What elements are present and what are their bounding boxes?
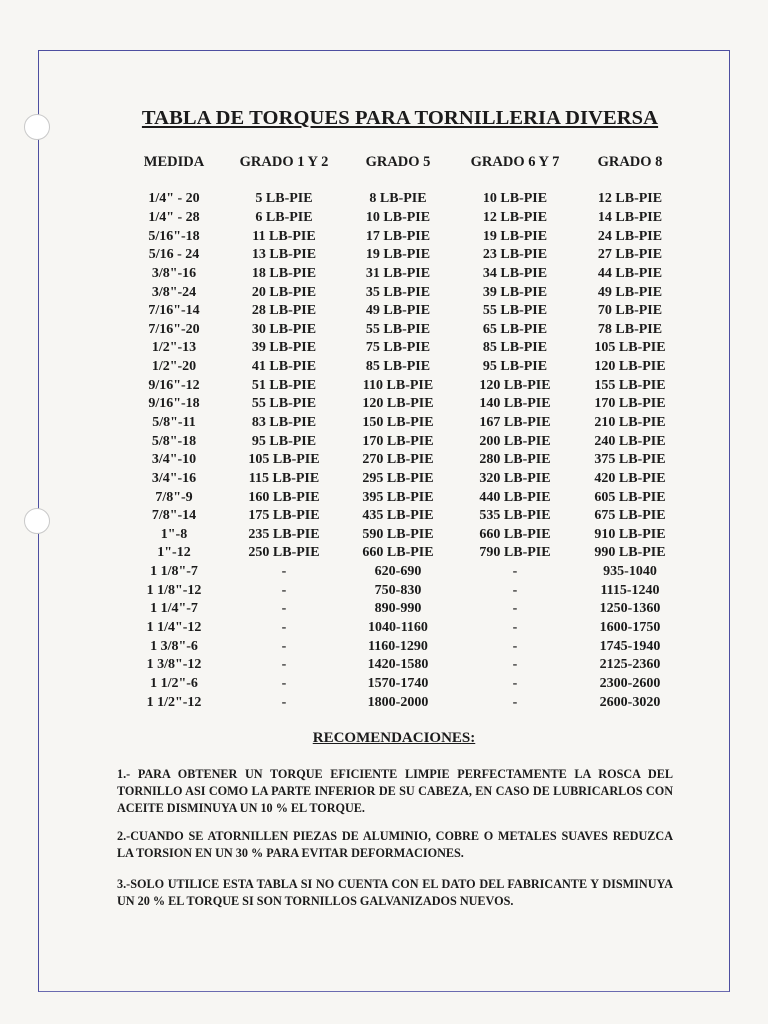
grado-5-cell: 620-690 [374,564,422,580]
grado-5-cell: 1800-2000 [367,694,429,710]
grado-8-cell: 44 LB-PIE [597,265,663,281]
grado-8-cell: 1600-1750 [599,620,661,636]
table-row [118,526,688,545]
grado-5-cell: 1570-1740 [367,675,429,691]
table-row [118,451,688,470]
medida-cell: 5/8"-11 [152,415,196,430]
grado-5-cell: 17 LB-PIE [365,228,431,244]
grado-8-cell: 210 LB-PIE [594,415,666,430]
grado-1-2-cell: 39 LB-PIE [251,340,317,356]
grado-1-2-cell: - [281,675,287,691]
grado-6-7-cell: 440 LB-PIE [479,489,551,505]
medida-cell: 3/4"-16 [151,470,197,486]
grado-5-cell: 19 LB-PIE [365,247,431,263]
column-header-grado-8: GRADO 8 [597,153,663,170]
medida-cell: 9/16"-18 [148,396,200,412]
grado-1-2-cell: 160 LB-PIE [248,489,320,505]
grado-5-cell: 31 LB-PIE [365,265,431,281]
grado-8-cell: 605 LB-PIE [594,489,666,505]
grado-6-7-cell: 167 LB-PIE [479,415,551,430]
table-row [118,302,688,321]
grado-8-cell: 935-1040 [603,564,657,580]
grado-1-2-cell: - [281,694,287,710]
grado-6-7-cell: - [512,675,518,691]
grado-8-cell: 120 LB-PIE [594,359,666,375]
grado-8-cell: 2600-3020 [599,694,661,710]
grado-5-cell: 1420-1580 [367,657,429,673]
table-row [118,581,688,600]
table-row [118,246,688,265]
table-row [118,432,688,451]
medida-cell: 1/2"-13 [151,340,197,356]
grado-5-cell: 750-830 [374,582,422,598]
grado-8-cell: 1115-1240 [600,582,660,598]
medida-cell: 1 1/8"-7 [150,564,198,580]
medida-cell: 1 1/2"-12 [146,694,202,710]
medida-cell: 1/4" - 28 [148,209,200,225]
grado-6-7-cell: - [512,601,518,617]
grado-1-2-cell: 41 LB-PIE [251,359,317,375]
grado-8-cell: 990 LB-PIE [594,545,666,561]
grado-8-cell: 14 LB-PIE [597,209,663,225]
grado-1-2-cell: - [281,582,287,598]
grado-8-cell: 375 LB-PIE [594,452,666,468]
medida-cell: 7/8"-14 [151,508,197,524]
medida-cell: 3/4"-10 [151,452,197,468]
grado-6-7-cell: 200 LB-PIE [479,433,551,449]
medida-cell: 1 1/4"-7 [150,601,198,617]
grado-6-7-cell: 120 LB-PIE [479,377,551,393]
table-row [118,563,688,582]
grado-1-2-cell: - [281,601,287,617]
table-row [118,656,688,675]
table-row [118,637,688,656]
table-row [118,414,688,433]
grado-1-2-cell: 95 LB-PIE [251,433,317,449]
medida-cell: 9/16"-12 [148,377,200,393]
medida-cell: 7/16"-20 [148,321,200,337]
grado-5-cell: 660 LB-PIE [362,545,434,561]
medida-cell: 7/8"-9 [155,489,193,505]
grado-6-7-cell: 12 LB-PIE [482,209,548,225]
grado-5-cell: 49 LB-PIE [365,303,431,319]
grado-1-2-cell: - [281,638,287,654]
grado-8-cell: 1745-1940 [599,638,661,654]
grado-6-7-cell: 85 LB-PIE [482,340,548,356]
grado-8-cell: 240 LB-PIE [594,433,666,449]
grado-1-2-cell: 115 LB-PIE [248,470,320,486]
medida-cell: 5/8"-18 [151,433,197,449]
grado-5-cell: 120 LB-PIE [362,396,434,412]
grado-5-cell: 10 LB-PIE [365,209,431,225]
grado-8-cell: 675 LB-PIE [594,508,666,524]
grado-6-7-cell: - [512,694,518,710]
grado-6-7-cell: 140 LB-PIE [479,396,551,412]
grado-6-7-cell: - [512,582,518,598]
grado-5-cell: 590 LB-PIE [362,526,434,542]
medida-cell: 5/16"-18 [148,228,200,244]
table-row [118,470,688,489]
grado-6-7-cell: 320 LB-PIE [479,470,551,486]
grado-6-7-cell: 790 LB-PIE [479,545,551,561]
column-header-grado-6-7: GRADO 6 Y 7 [470,153,560,170]
medida-cell: 3/8"-16 [151,265,197,281]
table-row [118,265,688,284]
table-row [118,488,688,507]
column-header-medida: MEDIDA [143,153,205,170]
grado-1-2-cell: 18 LB-PIE [251,265,317,281]
table-row [118,675,688,694]
medida-cell: 7/16"-14 [148,303,200,319]
grado-6-7-cell: - [512,620,518,636]
recommendation-2: 2.-CUANDO SE ATORNILLEN PIEZAS DE ALUMINIO, COBRE O METALES SUAVES REDUZCA LA TORSION EN UN 30 % PARA EVITAR DEFORMACIONES. [117,829,673,860]
grado-6-7-cell: 65 LB-PIE [482,321,548,337]
grado-6-7-cell: - [512,657,518,673]
grado-1-2-cell: 5 LB-PIE [255,191,313,207]
spacer-cell [118,174,688,190]
grado-8-cell: 24 LB-PIE [597,228,663,244]
grado-5-cell: 55 LB-PIE [365,321,431,337]
grado-1-2-cell: 235 LB-PIE [248,526,320,542]
medida-cell: 3/8"-24 [151,284,197,300]
medida-cell: 1 1/4"-12 [146,620,202,636]
medida-cell: 1/4" - 20 [148,191,200,207]
recommendation-1: 1.- PARA OBTENER UN TORQUE EFICIENTE LIMPIE PERFECTAMENTE LA ROSCA DEL TORNILLO ASI COMO LA PARTE INFERIOR DE SU CABEZA, EN CASO DE LUBRICARLOS CON ACEITE DISMINUYA UN 10 % EL TORQUE. [117,767,673,815]
table-row [118,544,688,563]
recommendation-3: 3.-SOLO UTILICE ESTA TABLA SI NO CUENTA CON EL DATO DEL FABRICANTE Y DISMINUYA UN 20 % EL TORQUE SI SON TORNILLOS GALVANIZADOS NUEVOS. [117,877,673,908]
table-row [118,693,688,712]
grado-5-cell: 270 LB-PIE [362,452,434,468]
grado-8-cell: 420 LB-PIE [594,470,666,486]
grado-1-2-cell: - [281,657,287,673]
grado-1-2-cell: 20 LB-PIE [251,284,317,300]
grado-6-7-cell: 95 LB-PIE [482,359,548,375]
table-row [118,358,688,377]
grado-1-2-cell: 175 LB-PIE [248,508,320,524]
table-row [118,209,688,228]
grado-8-cell: 2300-2600 [599,675,661,691]
grado-6-7-cell: 10 LB-PIE [482,191,548,207]
grado-5-cell: 150 LB-PIE [362,415,434,430]
grado-6-7-cell: - [512,638,518,654]
column-header-grado-1-2: GRADO 1 Y 2 [239,153,329,170]
grado-6-7-cell: 39 LB-PIE [482,284,548,300]
table-spacer [118,174,688,190]
grado-8-cell: 1250-1360 [599,601,661,617]
grado-8-cell: 170 LB-PIE [594,396,666,412]
medida-cell: 1 3/8"-12 [146,657,202,673]
table-row [118,600,688,619]
grado-8-cell: 105 LB-PIE [594,340,666,356]
medida-cell: 1 1/2"-6 [150,675,198,691]
grado-1-2-cell: - [281,564,287,580]
table-row [118,283,688,302]
medida-cell: 1 3/8"-6 [150,638,198,654]
torque-table [118,150,688,712]
table-row [118,190,688,209]
grado-6-7-cell: 55 LB-PIE [482,303,548,319]
grado-5-cell: 8 LB-PIE [369,191,427,207]
table-row [118,339,688,358]
grado-8-cell: 910 LB-PIE [594,526,666,542]
grado-5-cell: 435 LB-PIE [362,508,434,524]
grado-8-cell: 78 LB-PIE [597,321,663,337]
grado-5-cell: 170 LB-PIE [362,433,434,449]
grado-1-2-cell: 13 LB-PIE [251,247,317,263]
grado-8-cell: 27 LB-PIE [597,247,663,263]
grado-6-7-cell: 660 LB-PIE [479,526,551,542]
grado-1-2-cell: 30 LB-PIE [251,321,317,337]
grado-6-7-cell: 280 LB-PIE [479,452,551,468]
grado-5-cell: 35 LB-PIE [365,284,431,300]
grado-5-cell: 75 LB-PIE [365,340,431,356]
grado-1-2-cell: - [281,620,287,636]
grado-8-cell: 155 LB-PIE [594,377,666,393]
grado-5-cell: 295 LB-PIE [362,470,434,486]
grado-1-2-cell: 250 LB-PIE [248,545,320,561]
grado-1-2-cell: 105 LB-PIE [248,452,320,468]
grado-5-cell: 395 LB-PIE [362,489,434,505]
page-title: TABLA DE TORQUES PARA TORNILLERIA DIVERSA [141,107,659,129]
medida-cell: 1/2"-20 [151,359,197,375]
grado-5-cell: 85 LB-PIE [365,359,431,375]
grado-5-cell: 110 LB-PIE [362,377,434,393]
grado-6-7-cell: 34 LB-PIE [482,265,548,281]
grado-1-2-cell: 6 LB-PIE [255,209,313,225]
table-row [118,227,688,246]
grado-5-cell: 890-990 [374,601,422,617]
medida-cell: 1"-8 [160,526,188,542]
table-row [118,320,688,339]
recommendations-title: RECOMENDACIONES: [312,730,476,746]
grado-5-cell: 1040-1160 [368,620,428,636]
medida-cell: 1 1/8"-12 [146,582,202,598]
grado-1-2-cell: 28 LB-PIE [251,303,317,319]
grado-6-7-cell: 535 LB-PIE [479,508,551,524]
grado-6-7-cell: 23 LB-PIE [482,247,548,263]
table-row [118,376,688,395]
grado-1-2-cell: 83 LB-PIE [251,415,317,430]
grado-6-7-cell: - [512,564,518,580]
grado-6-7-cell: 19 LB-PIE [482,228,548,244]
punch-hole [24,508,50,534]
grado-8-cell: 49 LB-PIE [597,284,663,300]
grado-1-2-cell: 51 LB-PIE [251,377,317,393]
grado-8-cell: 12 LB-PIE [597,191,663,207]
table-header-row [118,150,688,174]
grado-8-cell: 2125-2360 [599,657,661,673]
grado-1-2-cell: 11 LB-PIE [252,228,316,244]
grado-1-2-cell: 55 LB-PIE [251,396,317,412]
grado-5-cell: 1160-1290 [368,638,428,654]
table-row [118,507,688,526]
grado-8-cell: 70 LB-PIE [597,303,663,319]
medida-cell: 1"-12 [157,545,191,561]
table-row [118,395,688,414]
column-header-grado-5: GRADO 5 [365,153,431,170]
table-row [118,619,688,638]
medida-cell: 5/16 - 24 [148,247,200,263]
